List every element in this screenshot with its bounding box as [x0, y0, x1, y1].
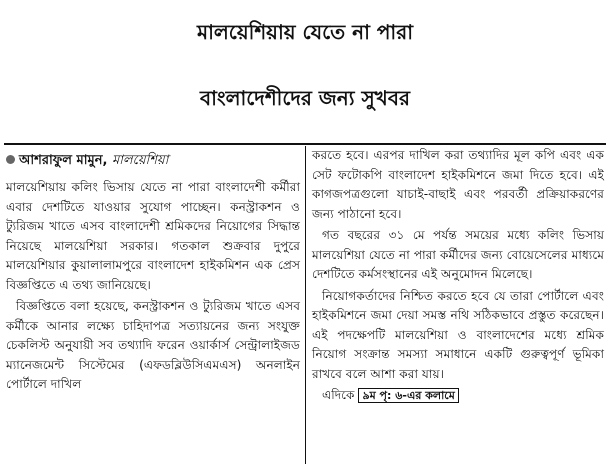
- byline-location: মালয়েশিয়া: [111, 153, 169, 168]
- headline-rule: [4, 143, 606, 145]
- paragraph: গত বছরের ৩১ মে পর্যন্ত সময়ের মধ্যে কলিং ভিসায় মালয়েশিয়া যেতে না পারা কর্মীদের জন্য বোয়েসেলের মাধ্যমে দেশটিতে কর্মসংস্থানের এই অনুমোদন মিলেছে।: [312, 228, 604, 281]
- headline-line-2: বাংলাদেশীদের জন্য সুখবর: [200, 86, 410, 110]
- continued-on-page-label: ৯ম পৃ: ৬-এর কলামে: [358, 388, 458, 403]
- paragraph: নিয়োগকর্তাদের নিশ্চিত করতে হবে যে তারা পোর্টালে এবং হাইকমিশনে জমা দেয়া সমস্ত নথি সঠিকভাবে প্রস্তুত করেছেন। এই পদক্ষেপটি মালয়েশিয়া ও বাংলাদেশের মধ্যে শ্রমিক নিয়োগ সংক্রান্ত সমস্যা সমাধানে একটি গুরুত্বপূর্ণ ভূমিকা রাখবে বলে আশা করা যায়।: [312, 288, 604, 381]
- article-column-left: [6, 178, 300, 395]
- headline-line-1: মালয়েশিয়ায় যেতে না পারা: [196, 20, 414, 44]
- paragraph: মালয়েশিয়ায় কলিং ভিসায় যেতে না পারা বাংলাদেশী কর্মীরা এবার দেশটিতে যাওয়ার সুযোগ পাচ্ছেন। কনস্ট্রাকশন ও ট্যুরিজম খাতে এসব বাংলাদেশী শ্রমিকদের নিয়োগের সিদ্ধান্ত নিয়েছে মালয়েশিয়া সরকার। গতকাল শুক্রবার দুপুরে মালয়েশিয়ার কুয়ালালামপুরে বাংলাদেশ হাইকমিশন এক প্রেস বিজ্ঞপ্তিতে এ তথ্য জানিয়েছে।: [6, 180, 300, 292]
- paragraph: বিজ্ঞপ্তিতে বলা হয়েছে, কনস্ট্রাকশন ও ট্যুরিজম খাতে এসব কর্মীকে আনার লক্ষ্যে চাহিদাপত্র সত্যায়নের জন্য সংযুক্ত চেকলিস্ট অনুযায়ী সব তথ্যাদি ফরেন ওয়ার্কার্স সেন্ট্রালাইজড ম্যানেজমেন্ট সিস্টেমের (এফডব্লিউসিএমএস) অনলাইন পোর্টালে দাখিল: [6, 299, 300, 391]
- column-divider: [305, 146, 306, 464]
- paragraph-continued: [312, 386, 604, 406]
- bullet-icon: [6, 155, 15, 164]
- article-column-right: [312, 146, 604, 406]
- paragraph: করতে হবে। এরপর দাখিল করা তথ্যাদির মূল কপি এবং এক সেট ফটোকপি বাংলাদেশ হাইকমিশনে জমা দিতে হবে। এই কাগজপত্রগুলো যাচাই-বাছাই এবং পরবর্তী প্রক্রিয়াকরণের জন্য পাঠানো হবে।: [312, 148, 604, 221]
- byline: [6, 152, 168, 170]
- byline-author: আশরাফুল মামুন,: [19, 153, 108, 168]
- continuation-prefix: এদিকে: [322, 388, 355, 402]
